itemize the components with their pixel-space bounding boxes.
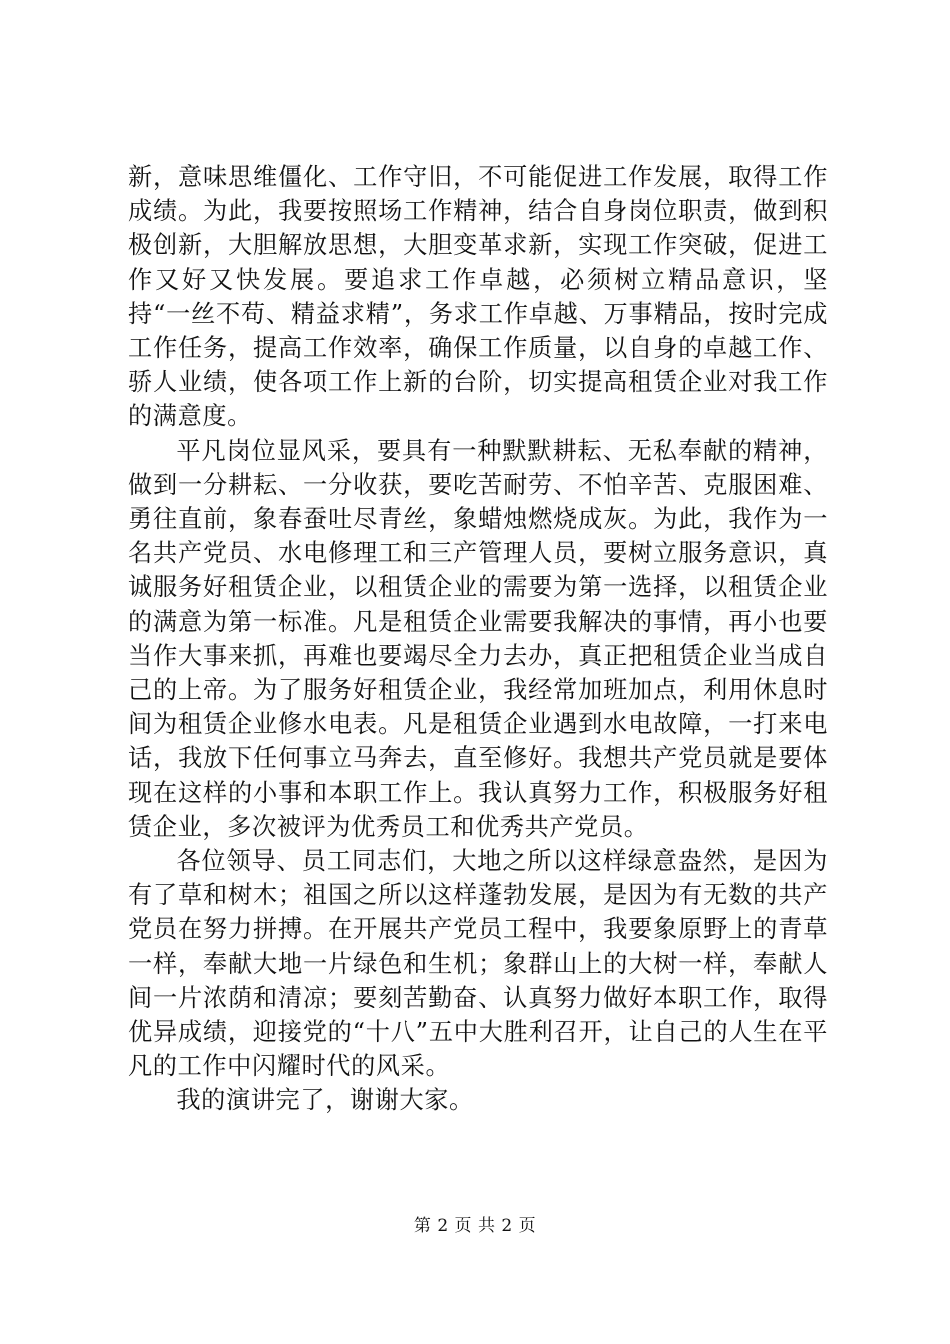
document-body bbox=[128, 160, 828, 1118]
paragraph-thanks: 我的演讲完了，谢谢大家。 bbox=[176, 1086, 474, 1115]
paragraph-service: 平凡岗位显风采，要具有一种默默耕耘、无私奉献的精神，做到一分耕耘、一分收获，要吃苦耐劳、不怕辛苦、克服困难、勇往直前，象春蚕吐尽青丝，象蜡烛燃烧成灰。为此，我作为一名共产党员、水电修理工和三产管理人员，要树立服务意识，真诚服务好租赁企业，以租赁企业的需要为第一选择，以租赁企业的满意为第一标准。凡是租赁企业需要我解决的事情，再小也要当作大事来抓，再难也要竭尽全力去办，真正把租赁企业当成自己的上帝。为了服务好租赁企业，我经常加班加点，利用休息时间为租赁企业修水电表。凡是租赁企业遇到水电故障，一打来电话，我放下任何事立马奔去，直至修好。我想共产党员就是要体现在这样的小事和本职工作上。我认真努力工作，积极服务好租赁企业，多次被评为优秀员工和优秀共产党员。 bbox=[128, 436, 828, 841]
paragraph-closing-address: 各位领导、员工同志们，大地之所以这样绿意盎然，是因为有了草和树木；祖国之所以这样蓬勃发展，是因为有无数的共产党员在努力拼搏。在开展共产党员工程中，我要象原野上的青草一样，奉献大地一片绿色和生机；象群山上的大树一样，奉献人间一片浓荫和清凉；要刻苦勤奋、认真努力做好本职工作，取得优异成绩，迎接党的“十八”五中大胜利召开，让自己的人生在平凡的工作中闪耀时代的风采。 bbox=[128, 847, 828, 1081]
paragraph-continued: 新，意味思维僵化、工作守旧，不可能促进工作发展，取得工作成绩。为此，我要按照场工作精神，结合自身岗位职责，做到积极创新，大胆解放思想，大胆变革求新，实现工作突破，促进工作又好又快发展。要追求工作卓越，必须树立精品意识，坚持“一丝不苟、精益求精”，务求工作卓越、万事精品，按时完成工作任务，提高工作效率，确保工作质量，以自身的卓越工作、骄人业绩，使各项工作上新的台阶，切实提高租赁企业对我工作的满意度。 bbox=[128, 163, 828, 431]
page-number-footer: 第 2 页 共 2 页 bbox=[413, 1216, 537, 1236]
